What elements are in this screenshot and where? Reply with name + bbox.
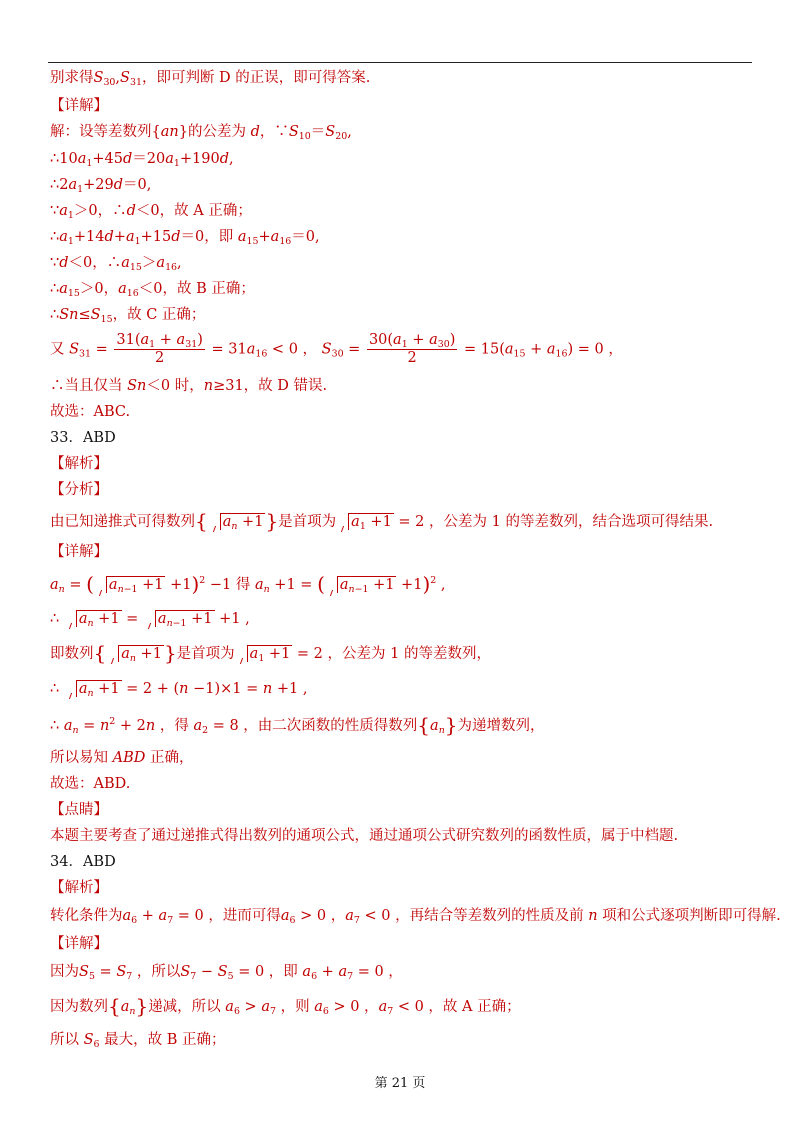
answer-line: 故选：ABD. [50, 776, 131, 792]
text-line: $\therefore Sn\le S_{15}$，故 C 正确； [50, 307, 206, 325]
formula-line: ∴ $a_n +1 = 2 + (n -1)\times 1 = n +1$ , [50, 676, 307, 702]
question-number: 34．ABD [50, 854, 116, 870]
section-heading-detail: 【详解】 [50, 544, 108, 560]
text-line: $\therefore 2a_1+29d=0$, [50, 177, 152, 195]
text-line: $\therefore a_1+14d+a_1+15d=0$，即 $a_{15}+a_{16}=0$, [50, 229, 320, 247]
question-number: 33．ABD [50, 430, 116, 446]
text-line: 本题主要考查了通过递推式得出数列的通项公式，通过通项公式研究数列的函数性质，属于中档题. [50, 828, 679, 844]
page-number: 第 21 页 [374, 1076, 426, 1091]
text-line: ∵d＜0，$\therefore a_{15}>a_{16}$, [50, 255, 182, 273]
formula-line: ∴ $a_n +1 = a_{n-1} +1 +1$ , [50, 606, 250, 632]
formula-line: 即数列{ $a_n +1$ }是首项为 $a_1 +1 = 2$ ，公差为 1 的等差数列， [50, 641, 491, 665]
section-heading-point: 【点睛】 [50, 802, 108, 818]
section-heading-analysis: 【分析】 [50, 482, 108, 498]
text-line: $\therefore a_{15}>0$，$a_{16}<0$，故 B 正确； [50, 281, 255, 299]
formula-line: 因为数列$\{a_n\}$递减，所以 $a_6 > a_7$ ，则 $a_6 > 0$ ，$a_7 < 0$ ，故 A 正确； [50, 994, 521, 1018]
section-heading-parse: 【解析】 [50, 456, 108, 472]
formula-line: 所以 $S_6$ 最大，故 B 正确； [50, 1032, 226, 1050]
section-heading-detail: 【详解】 [50, 98, 108, 114]
section-heading-parse: 【解析】 [50, 880, 108, 896]
header-rule [48, 62, 752, 63]
text-line: 转化条件为$a_6 + a_7 = 0$ ，进而可得$a_6 > 0$ ，$a_7 < 0$ ，再结合等差数列的性质及前 n 项和公式逐项判断即可得解. [50, 908, 781, 926]
text-line: 解：设等差数列{an}的公差为 d，$\because S_{10}=S_{20}$, [50, 124, 352, 142]
text-line: $\therefore 10a_1+45d=20a_1+190d$, [50, 151, 234, 169]
text-line: $\because a_1>0$，∴d＜0，故 A 正确； [50, 203, 252, 221]
text-line: ∴当且仅当 Sn＜0 时，n≥31，故 D 错误. [50, 378, 328, 394]
formula-line: $a_n$ = ( $a_{n-1} +1 +1)^2 -1$ 得 $a_n +1$ = ( $a_{n-1} +1 +1)^2$ , [50, 570, 445, 599]
text-line: 所以易知 ABD 正确， [50, 750, 194, 766]
formula-line: 又 $S_{31}$ = $\frac{31(a_1 + a_{31})}{2}$ = $31a_{16} < 0$ ， $S_{30}$ = $\frac{30(a_1 + a_{30})}{2}$ = $15(a_{15} + a_{16}) = 0$ ， [50, 332, 623, 366]
text-line: 由已知递推式可得数列{ $a_n +1$ }是首项为 $a_1 +1 = 2$ ，公差为 1 的等差数列，结合选项可得结果. [50, 509, 714, 533]
section-heading-detail: 【详解】 [50, 936, 108, 952]
answer-line: 故选：ABC. [50, 404, 131, 420]
text-line: 别求得$S_{30},S_{31}$，即可判断 D 的正误，即可得答案. [50, 70, 371, 88]
formula-line: ∴ $a_n = n^2 + 2n$ ，得 $a_2 = 8$ ，由二次函数的性质得数列$\{a_n\}$为递增数列， [50, 713, 545, 737]
formula-line: 因为$S_5 = S_7$ ，所以$S_7 - S_5 = 0$ ，即 $a_6 + a_7 = 0$ ， [50, 964, 403, 982]
